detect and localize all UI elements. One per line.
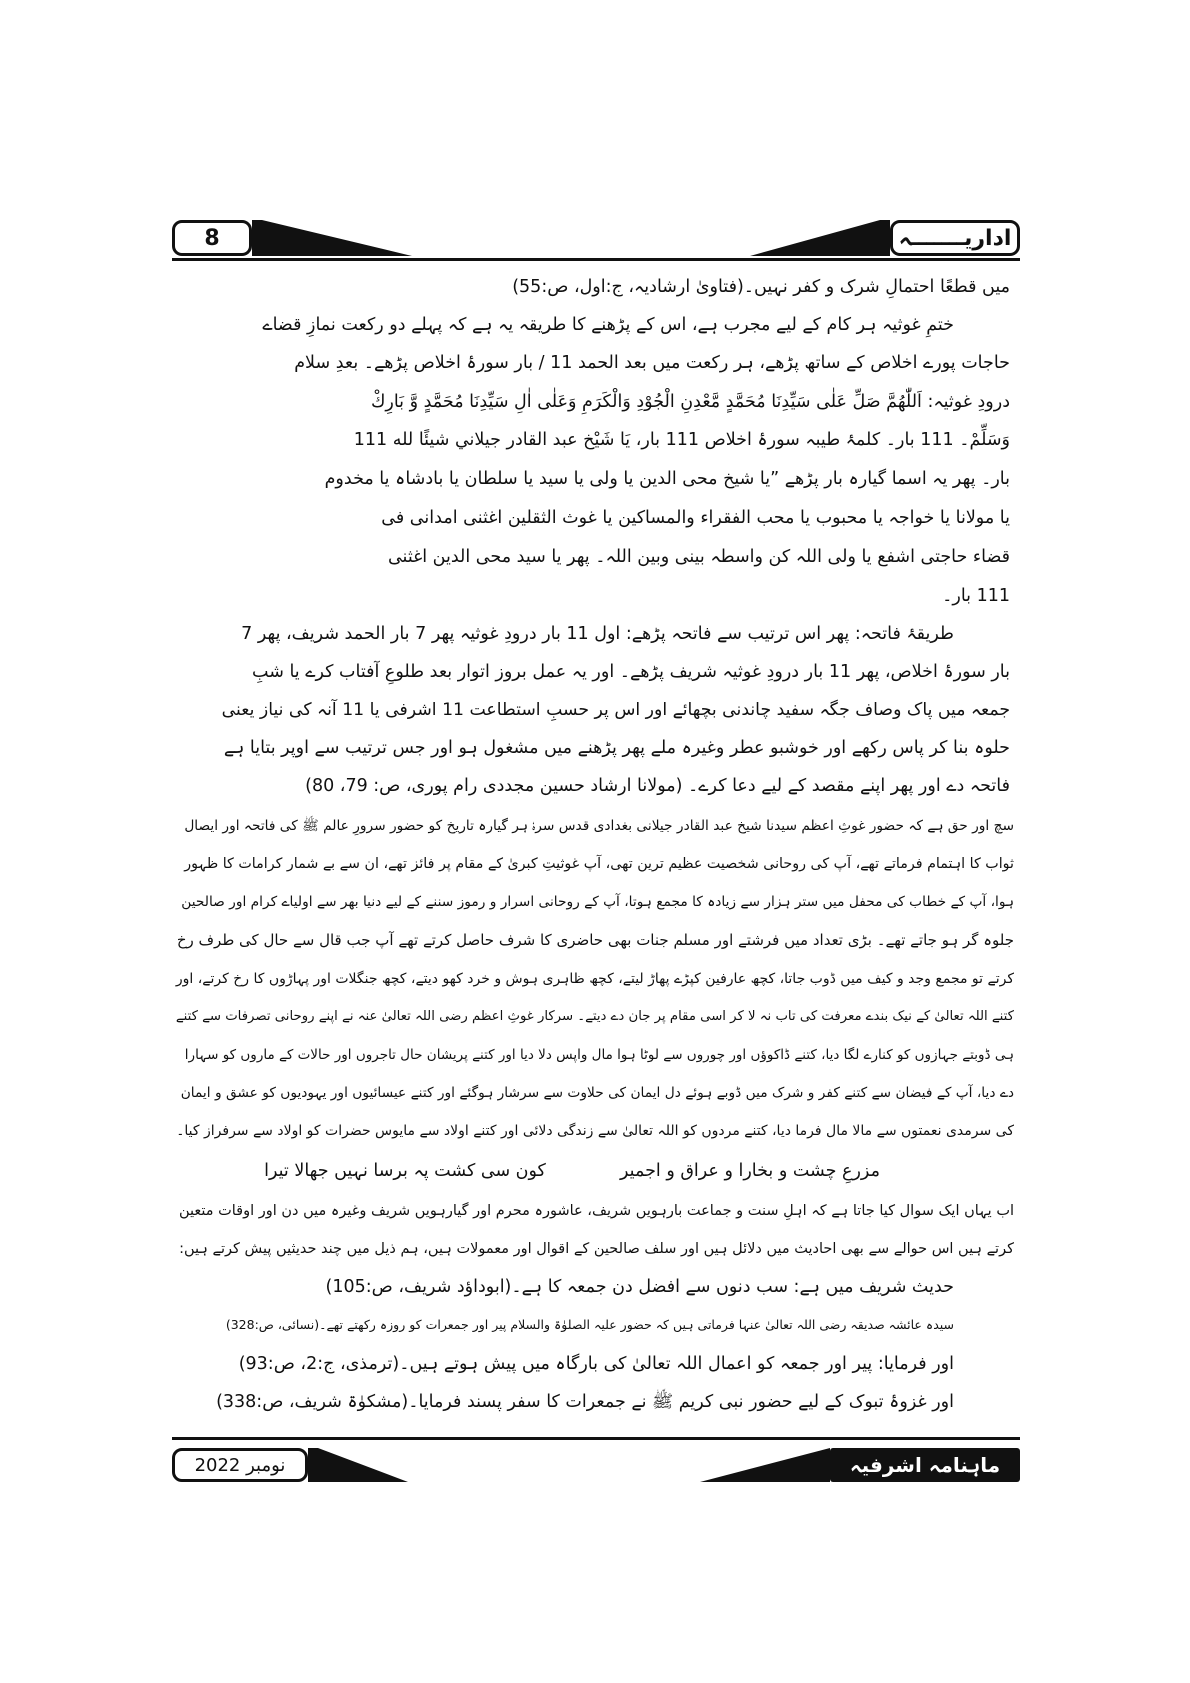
text-line: کی سرمدی نعمتوں سے مالا مال فرما دیا، کتنے مردوں کو اللہ تعالیٰ سے زندگی دلائی اور کتنے اولاد سے مایوس حضرات کو اولاد سے سرفراز کیا۔ bbox=[176, 1123, 1014, 1139]
text-line: یا مولانا یا خواجہ یا محبوب یا محب الفقراء والمساکین یا غوث الثقلین اغثنی امدانی فی bbox=[381, 508, 1010, 528]
text-line: میں قطعًا احتمالِ شرک و کفر نہیں۔(فتاویٰ ارشادیہ، ج:اول، ص:55) bbox=[512, 277, 1010, 297]
text-line: قضاء حاجتی اشفع یا ولی اللہ کن واسطہ بینی وبین اللہ۔ پھر یا سید محی الدین اغثنی bbox=[387, 547, 1010, 567]
text-line: کرتے تو مجمع وجد و کیف میں ڈوب جاتا، کچھ عارفین کپڑے پھاڑ لیتے، کچھ ظاہری ہوش و خرد کھو دیتے، کچھ جنگلات اور پہاڑوں کا رخ کرتے، اور bbox=[175, 971, 1014, 987]
text-line: ثواب کا اہتمام فرماتے تھے، آپ کی روحانی شخصیت عظیم ترین تھی، آپ غوثیتِ کبریٰ کے مقام پر فائز تھے، ان سے بے شمار کرامات کا ظہور bbox=[184, 856, 1014, 872]
text-line: بار۔ پھر یہ اسما گیارہ بار پڑھے ”یا شیخ محی الدین یا ولی یا سید یا سلطان یا بادشاہ یا مخدوم bbox=[324, 469, 1010, 489]
text-line: کرتے ہیں اس حوالے سے بھی احادیث میں دلائل ہیں اور سلف صالحین کے اقوال اور معمولات ہیں، ہم ذیل میں چند حدیثیں پیش کرتے ہیں: bbox=[179, 1241, 1014, 1257]
right-wedge-icon bbox=[740, 220, 890, 256]
text-line: وَسَلِّمْ۔ 111 بار۔ کلمۂ طیبہ سورۂ اخلاص 111 بار، يَا شَيْخ عبد القادر جيلاني شيئًا لله 111 bbox=[353, 430, 1010, 450]
header-rule bbox=[172, 258, 1020, 261]
date-box bbox=[172, 1448, 308, 1482]
text-line: ہی ڈوبتے جہازوں کو کنارے لگا دیا، کتنے ڈاکوؤں اور چوروں سے لوٹا ہوا مال واپس دلا دیا اور کتنے پریشان حال تاجروں اور حالات کے ماروں کو سہارا bbox=[184, 1047, 1014, 1063]
verse-line-a: مزرعِ چشت و بخارا و عراق و اجمیر bbox=[620, 1161, 880, 1181]
text-line: اب یہاں ایک سوال کیا جاتا ہے کہ اہلِ سنت و جماعت بارہویں شریف، عاشورہ محرم اور گیارہویں شریف وغیرہ میں دن اور اوقات متعین bbox=[178, 1203, 1014, 1219]
text-line: ختمِ غوثیہ ہر کام کے لیے مجرب ہے، اس کے پڑھنے کا طریقہ یہ ہے کہ پہلے دو رکعت نمازِ قضاے bbox=[262, 315, 954, 335]
text-line: حاجات پورے اخلاص کے ساتھ پڑھے، ہر رکعت میں بعد الحمد 11 / بار سورۂ اخلاص پڑھے۔ بعدِ سلام bbox=[294, 353, 1010, 373]
text-line: دے دیا، آپ کے فیضان سے کتنے کفر و شرک میں ڈوبے ہوئے دل ایمان کی حلاوت سے سرشار ہوگئے اور کتنے عیسائیوں اور یہودیوں کو عشق و ایمان bbox=[180, 1085, 1014, 1101]
text-line: سچ اور حق ہے کہ حضور غوثِ اعظم سیدنا شیخ عبد القادر جیلانی بغدادی قدس سرہٗ ہر گیارہ تاریخ کو حضور سرورِ عالم ﷺ کی فاتحہ اور ایصال bbox=[184, 818, 1014, 834]
text-line: ہوا، آپ کے خطاب کی محفل میں ستر ہزار سے زیادہ کا مجمع ہوتا، آپ کے روحانی اسرار و رموز سننے کے لیے دنیا بھر سے اولیاے کرام اور صالحین bbox=[181, 894, 1014, 910]
text-line: فاتحہ دے اور پھر اپنے مقصد کے لیے دعا کرے۔ (مولانا ارشاد حسین مجددی رام پوری، ص: 79، 80) bbox=[305, 776, 1010, 796]
text-line: 111 بار۔ bbox=[942, 586, 1010, 606]
text-line: جمعہ میں پاک وصاف جگہ سفید چاندنی بچھائے اور اس پر حسبِ استطاعت 11 اشرفی یا 11 آنہ کی نیاز یعنی bbox=[221, 700, 1010, 720]
text-line: اور غزوۂ تبوک کے لیے حضور نبی کریم ﷺ نے جمعرات کا سفر پسند فرمایا۔(مشکوٰۃ شریف، ص:338) bbox=[216, 1392, 954, 1412]
text-line: جلوہ گر ہو جاتے تھے۔ بڑی تعداد میں فرشتے اور مسلم جنات بھی حاضری کا شرف حاصل کرتے تھے آپ جب قال سے حال کی طرف رخ bbox=[176, 931, 1014, 949]
left-wedge-icon bbox=[252, 220, 422, 256]
text-line: سیدہ عائشہ صدیقہ رضی اللہ تعالیٰ عنہا فرماتی ہیں کہ حضور علیہ الصلوٰۃ والسلام پیر اور جمعرات کو روزہ رکھتے تھے۔(نسائی، ص:328) bbox=[225, 1317, 954, 1332]
page-number-box bbox=[172, 220, 252, 256]
section-title: اداریـــــــہ bbox=[898, 225, 1012, 251]
footer-right-wedge-icon bbox=[700, 1448, 830, 1482]
header bbox=[0, 0, 1190, 260]
footer-left-wedge-icon bbox=[308, 1448, 418, 1482]
text-line: کتنے اللہ تعالیٰ کے نیک بندے معرفت کی تاب نہ لا کر اسی مقام پر جان دے دیتے۔ سرکار غوثِ اعظم رضی اللہ تعالیٰ عنہ نے اپنے روحانی تصرفات سے کتنے bbox=[175, 1009, 1014, 1024]
footer-rule bbox=[172, 1437, 1020, 1440]
magazine-name-box bbox=[830, 1448, 1020, 1482]
magazine-name: ماہنامہ اشرفیہ bbox=[849, 1453, 1001, 1477]
page-number: 8 bbox=[204, 225, 220, 251]
footer bbox=[0, 1420, 1190, 1490]
text-line: حلوہ بنا کر پاس رکھے اور خوشبو عطر وغیرہ ملے پھر پڑھنے میں مشغول ہو اور جس ترتیب سے اوپر بتایا ہے bbox=[223, 738, 1010, 758]
text-line: طریقۂ فاتحہ: پھر اس ترتیب سے فاتحہ پڑھے: اول 11 بار درودِ غوثیہ پھر 7 بار الحمد شریف، پھر 7 bbox=[241, 624, 954, 644]
text-line: بار سورۂ اخلاص، پھر 11 بار درودِ غوثیہ شریف پڑھے۔ اور یہ عمل بروز اتوار بعد طلوعِ آفتاب کرے یا شبِ bbox=[252, 662, 1010, 682]
text-line: درودِ غوثیہ: اَللّٰهُمَّ صَلِّ عَلٰى سَيِّدِنَا مُحَمَّدٍ مَّعْدِنِ الْجُوْدِ وَالْكَرَمِ وَعَلٰى اٰلِ سَيِّدِنَا مُحَمَّدٍ وَّ بَارِكْ bbox=[370, 392, 1010, 412]
section-title-box bbox=[890, 220, 1020, 256]
verse-line-b: کون سی کشت پہ برسا نہیں جھالا تیرا bbox=[264, 1161, 546, 1181]
text-line: اور فرمایا: پیر اور جمعہ کو اعمال اللہ تعالیٰ کی بارگاہ میں پیش ہوتے ہیں۔(ترمذی، ج:2، ص:93) bbox=[238, 1354, 954, 1374]
text-line: حدیث شریف میں ہے: سب دنوں سے افضل دن جمعہ کا ہے۔(ابوداؤد شریف، ص:105) bbox=[325, 1277, 954, 1297]
issue-date: نومبر 2022 bbox=[194, 1454, 286, 1476]
